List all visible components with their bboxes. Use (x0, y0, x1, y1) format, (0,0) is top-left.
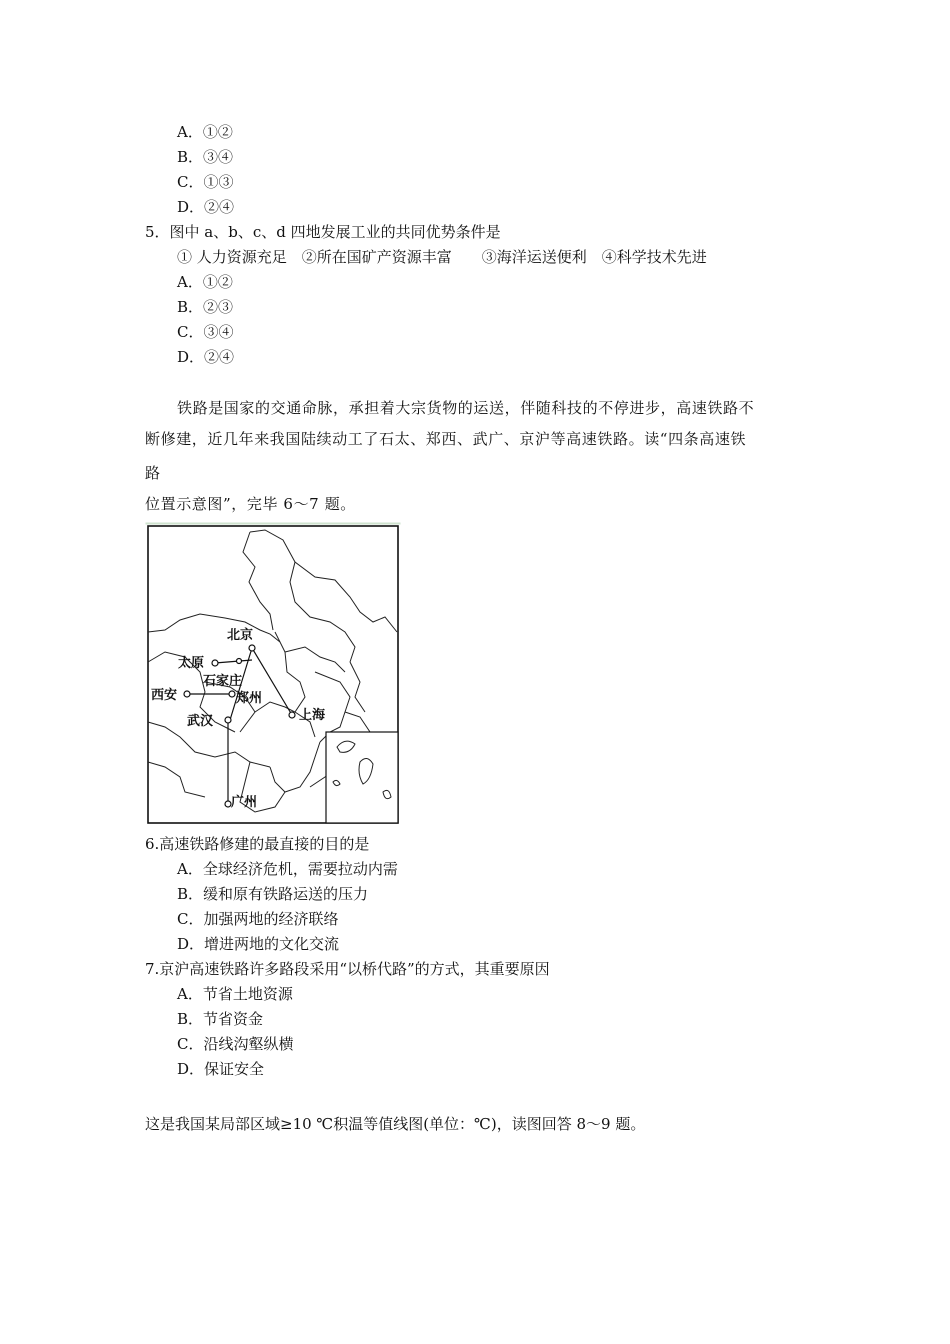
q6-option-b: B．缓和原有铁路运送的压力 (177, 885, 369, 903)
q7-stem: 7.京沪高速铁路许多路段采用“以桥代路”的方式，其重要原因 (145, 960, 550, 978)
city-label-xian: 西安 (151, 688, 178, 703)
q5-option-c: C．③④ (177, 323, 234, 341)
city-label-zhengzhou: 郑州 (236, 691, 263, 706)
inset-box (326, 732, 398, 823)
passage1-line2: 断修建，近几年来我国陆续动工了石太、郑西、武广、京沪等高速铁路。读“四条高速铁 (145, 430, 747, 448)
city-label-beijing: 北京 (227, 628, 254, 643)
shijiazhuang-marker (237, 659, 242, 664)
city-label-wuhan: 武汉 (187, 714, 214, 729)
shanghai-marker (289, 712, 295, 718)
wuhan-marker (225, 717, 231, 723)
q7-option-c: C．沿线沟壑纵横 (177, 1035, 294, 1053)
city-label-taiyuan: 太原 (178, 656, 205, 671)
city-label-shanghai: 上海 (299, 708, 326, 723)
passage1-line4: 位置示意图”，完毕 6～7 题。 (145, 495, 356, 513)
q7-option-b: B．节省资金 (177, 1010, 264, 1028)
passage2: 这是我国某局部区域≥10 ℃积温等值线图(单位：℃)，读图回答 8～9 题。 (145, 1115, 646, 1133)
railway-map (145, 522, 401, 826)
map-top-border (146, 523, 401, 525)
q5-stem: 5．图中 a、b、c、d 四地发展工业的共同优势条件是 (145, 223, 501, 241)
q4-option-b: B．③④ (177, 148, 234, 166)
q7-option-d: D．保证安全 (177, 1060, 265, 1078)
q5-option-a: A．①② (177, 273, 233, 291)
q6-option-d: D．增进两地的文化交流 (177, 935, 340, 953)
q7-option-a: A．节省土地资源 (177, 985, 293, 1003)
q5-option-d: D．②④ (177, 348, 235, 366)
q4-option-c: C．①③ (177, 173, 234, 191)
xian-marker (184, 691, 190, 697)
city-label-guangzhou: 广州 (231, 795, 258, 810)
q5-statements: ① 人力资源充足 ②所在国矿产资源丰富 ③海洋运送便利 ④科学技术先进 (177, 248, 707, 266)
beijing-marker (249, 645, 255, 651)
q6-option-a: A．全球经济危机，需要拉动内需 (177, 860, 398, 878)
q6-option-c: C．加强两地的经济联络 (177, 910, 339, 928)
passage1-line1: 铁路是国家的交通命脉，承担着大宗货物的运送，伴随科技的不停进步，高速铁路不 (177, 399, 755, 417)
railway-map-figure (145, 522, 401, 826)
taiyuan-marker (212, 660, 218, 666)
q4-option-d: D．②④ (177, 198, 235, 216)
city-label-shijiazhuang: 石家庄 (203, 674, 243, 689)
q6-stem: 6.高速铁路修建的最直接的目的是 (145, 835, 370, 853)
q4-option-a: A．①② (177, 123, 233, 141)
passage1-line3: 路 (145, 464, 161, 482)
q5-option-b: B．②③ (177, 298, 234, 316)
zhengzhou-marker (229, 691, 235, 697)
